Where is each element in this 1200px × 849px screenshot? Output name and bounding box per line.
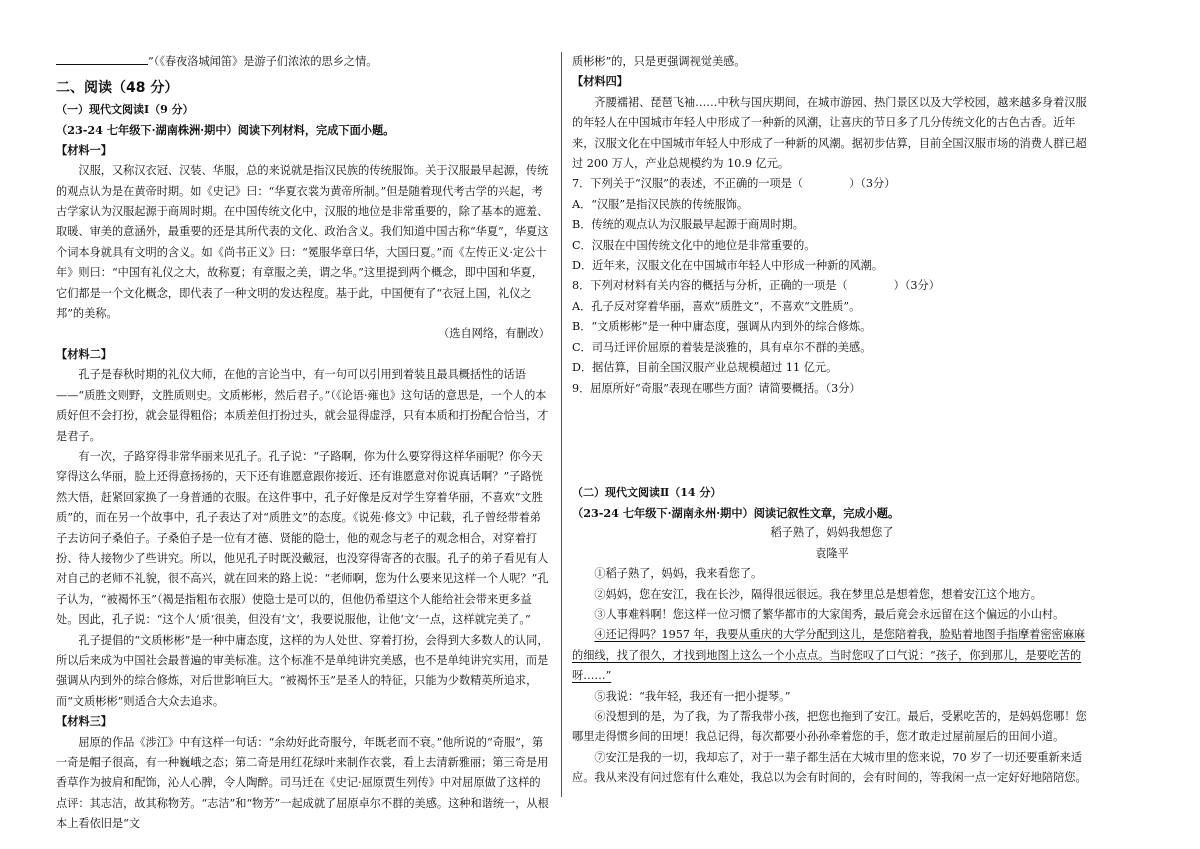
question-source-1: （23-24 七年级下·湖南株洲·期中）阅读下列材料，完成下面小题。 (56, 123, 395, 138)
question-7-option-a: A．“汉服”是指汉民族的传统服饰。 (572, 197, 749, 211)
material-1-note: （选自网络，有删改） (438, 327, 550, 341)
subsection-title-1: （一）现代文阅读Ⅰ（9 分） (56, 103, 194, 117)
question-7-option-d: D．近年来，汉服文化在中国城市年轻人中形成一种新的风潮。 (572, 259, 884, 273)
material-1-text: 汉服，又称汉衣冠、汉装、华服，总的来说就是指汉民族的传统服饰。关于汉服最早起源，传统的观点认为是在黄帝时期。如《史记》曰：“华夏衣裳为黄帝所制。”但是随着现代考古学的兴起，考古学家认为汉服起源于商周时期。在中国传统文化中，汉服的地位是非常重要的，除了基本的遮羞、取暖、审美的意涵外，最重要的还是其所代表的文化、政治含义。我们知道中国古称“华夏”，华夏这个词本身就具有文明的含义。如《尚书正义》曰：“冕服华章曰华，大国曰夏。”而《左传正义·定公十年》则曰：“中国有礼仪之大，故称夏；有章服之美，谓之华。”这里提到两个概念，即中国和华夏，它们都是一个文化概念，即代表了一种文明的发达程度。基于此，中国便有了“衣冠上国，礼仪之邦”的美称。 (56, 164, 549, 321)
left-column (56, 52, 550, 835)
story-paragraph-7: ⑦安江是我的一切，我却忘了，对于一辈子都生活在大城市里的您来说，70 岁了一切还要重新来适应。我从来没有问过您有什么难处，我总以为会有时间的，会有时间的，等我闲一点一定好好地陪陪您。 (572, 750, 1087, 785)
material-3-continuation: 质彬彬”的，只是更强调视觉美感。 (572, 55, 746, 68)
material-2-tag: 【材料二】 (56, 347, 112, 361)
story-title: 稻子熟了，妈妈我想您了 (770, 526, 894, 540)
story-paragraph-5: ⑤我说：“我年轻，我还有一把小提琴。” (594, 689, 791, 703)
story-paragraph-4-underlined: ④还记得吗？1957 年，我要从重庆的大学分配到这儿，是您陪着我，脸贴着地图手指摩着密密麻麻的细线，找了很久，才找到地图上这么一个小点点。当时您叹了口气说：“孩子，你到那儿，是要吃苦的呀……” (572, 628, 1086, 683)
story-paragraph-2: ②妈妈，您在安江，我在长沙，隔得很远很远。我在梦里总是想着您，想着安江这个地方。 (594, 587, 1042, 601)
fill-blank-line: ”（《春夜洛城闻笛》是游子们浓浓的思乡之情。 (56, 52, 550, 72)
column-divider (561, 52, 562, 797)
story-paragraph-1: ①稻子熟了，妈妈，我来看您了。 (594, 567, 763, 581)
question-8-option-b: B．“文质彬彬”是一种中庸态度，强调从内到外的综合修炼。 (572, 320, 872, 334)
material-4-text: 齐腰襦裙、琵琶飞袖……中秋与国庆期间，在城市游园、热门景区以及大学校园，越来越多身着汉服的年轻人在中国城市年轻人中形成了一种新的风潮，让喜庆的节日多了几分传统文化的古色古香。近年来，汉服文化在中国城市年轻人中形成了一种新的风潮。据初步估算，目前全国汉服市场的消费人群已超过 200 万人，产业总规模约为 10.9 亿元。 (572, 95, 1087, 171)
material-3-tag: 【材料三】 (56, 715, 112, 729)
question-8-option-a: A．孔子反对穿着华丽，喜欢“质胜文”，不喜欢“文胜质”。 (572, 299, 861, 313)
material-2-paragraph-1: 孔子是春秋时期的礼仪大师，在他的言论当中，有一句可以引用到着装且最具概括性的话语——“质胜文则野，文胜质则史。文质彬彬，然后君子。”（《论语·雍也》这句话的意思是，一个人的本质好但不会打扮，就会显得粗俗；本质差但打扮过头，就会显得虚浮，只有本质和打扮配合恰当，才是君子。 (56, 368, 549, 443)
question-8-option-d: D．据估算，目前全国汉服产业总规模超过 11 亿元。 (572, 361, 838, 375)
question-7-option-c: C．汉服在中国传统文化中的地位是非常重要的。 (572, 238, 816, 252)
question-7: 7．下列关于“汉服”的表述，不正确的一项是（ ）（3分） (572, 177, 896, 191)
subsection-title-2: （二）现代文阅读Ⅱ（14 分） (572, 485, 722, 499)
question-7-option-b: B．传统的观点认为汉服最早起源于商周时期。 (572, 218, 804, 232)
story-paragraph-3: ③人事难料啊！您这样一位习惯了繁华都市的大家闺秀，最后竟会永远留在这个偏远的小山村。 (594, 607, 1065, 621)
story-author: 袁隆平 (815, 546, 849, 560)
section-title: 二、阅读（48 分） (56, 80, 179, 97)
question-9: 9．屈原所好“奇服”表现在哪些方面？请简要概括。（3分） (572, 381, 861, 395)
question-8: 8．下列对材料有关内容的概括与分析，正确的一项是（ ）（3分） (572, 279, 940, 293)
answer-area (572, 399, 1092, 483)
answer-blank (56, 52, 148, 65)
question-8-option-c: C．司马迁评价屈原的着装是淡雅的，具有卓尔不群的美感。 (572, 340, 872, 354)
material-3-text: 屈原的作品《涉江》中有这样一句话：“余幼好此奇服兮，年既老而不衰。”他所说的“奇服”，第一奇是帽子很高，有一种巍峨之态；第二奇是用红花绿叶来制作衣裳，看上去清新雅丽；第三奇是用香草作为披肩和配饰，沁人心脾，令人陶醉。司马迁在《史记·屈原贾生列传》中对屈原做了这样的点评：其志洁，故其称物芳。“志洁”和“物芳”一起成就了屈原卓尔不群的美感。这种和谐统一，从根本上看依旧是“文 (56, 735, 549, 831)
right-column (572, 52, 1092, 789)
material-2-paragraph-2: 有一次，子路穿得非常华丽来见孔子。孔子说：“子路啊，你为什么要穿得这样华丽呢？你今天穿得这么华丽，脸上还得意扬扬的，天下还有谁愿意跟你接近、还有谁愿意对你说真话啊？”子路恍然大悟，赶紧回家换了一身普通的衣服。在这件事中，孔子好像是反对学生穿着华丽，不喜欢“文胜质”的，而在另一个故事中，孔子表达了对“质胜文”的态度。《说苑·修文》中记载，孔子曾经带着弟子去访问子桑伯子。子桑伯子是一位有才德、贤能的隐士，他的观念与老子的观念相合，对穿着打扮、待人接物少了些讲究。所以，他见孔子时既没戴冠，也没穿得寄吝的衣服。孔子的弟子看见有人对自己的老师不礼貌，很不高兴，就在回来的路上说：“老师啊，您为什么要来见这样一个人呢？”孔子认为，“被褐怀玉”（褐是指粗布衣服）使隐士是可以的，但他仍希望这个人能给社会带来更多益处。因此，孔子说：“这个人‘质’很美，但没有‘文’，我要说服他，让他‘文’一点，这样就完美了。” (56, 449, 549, 627)
question-source-2: （23-24 七年级下·湖南永州·期中）阅读记叙性文章，完成小题。 (572, 505, 900, 520)
story-paragraph-6: ⑥没想到的是，为了我，为了帮我带小孩，把您也拖到了安江。最后，受累吃苦的，是妈妈您哪！您哪里走得惯乡间的田埂！我总记得，每次都要小孙孙牵着您的手，您才敢走过屋前屋后的田间小道。 (572, 709, 1087, 744)
material-2-paragraph-3: 孔子提倡的“文质彬彬”是一种中庸态度，这样的为人处世、穿着打扮，会得到大多数人的认同，所以后来成为中国社会最普遍的审美标准。这个标准不是单纯讲究美感，也不是单纯讲究实用，而是强调从内到外的综合修炼，对后世影响巨大。“被褐怀玉”是圣人的特征，只能为少数精英所追求，而“文质彬彬”则适合大众去追求。 (56, 633, 549, 708)
material-1-tag: 【材料一】 (56, 143, 112, 157)
material-4-tag: 【材料四】 (572, 75, 628, 89)
